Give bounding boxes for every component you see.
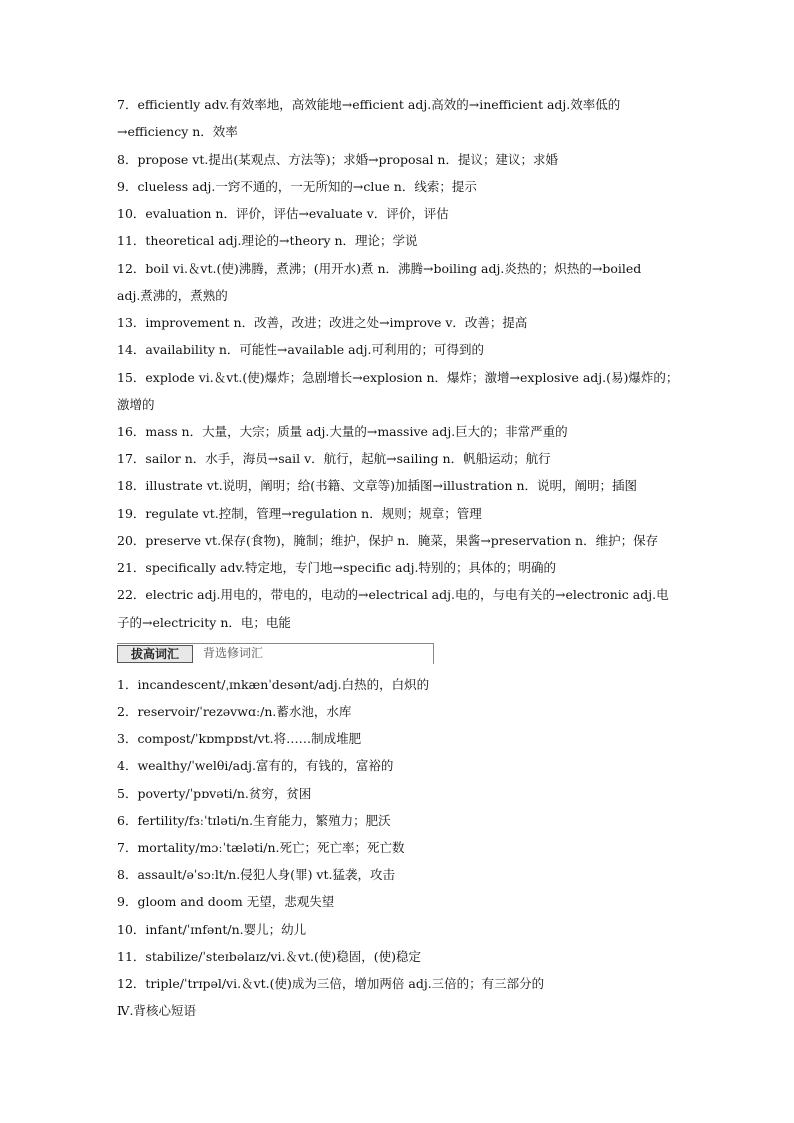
vocab-line: 激增的 [117,397,155,412]
vocab-line: 21．specifically adv.特定地，专门地→specific adj.特别的；具体的；明确的 [117,560,556,575]
vocab-line: 19．regulate vt.控制，管理→regulation n．规则；规章；管理 [117,506,482,521]
vocab-line: 7．efficiently adv.有效率地，高效能地→efficient adj.高效的→inefficient adj.效率低的 [117,97,621,112]
vocab-line: 16．mass n．大量，大宗；质量 adj.大量的→massive adj.巨大的；非常严重的 [117,424,568,439]
section-header [117,643,434,664]
advanced-vocab-line: 8．assault/əˈsɔːlt/n.侵犯人身(罪) vt.猛袭，攻击 [117,867,395,882]
vocab-line: 22．electric adj.用电的，带电的，电动的→electrical adj.电的，与电有关的→electronic adj.电 [117,587,669,602]
section-tag: 拔高词汇 [117,645,193,663]
advanced-vocab-line: 3．compost/ˈkɒmpɒst/vt.将……制成堆肥 [117,731,362,746]
vocab-line: 子的→electricity n．电；电能 [117,615,291,630]
advanced-vocab-line: 1．incandescent/ˌɪnkænˈdesənt/adj.白热的，白炽的 [117,677,430,692]
vocab-line: 18．illustrate vt.说明，阐明；给(书籍、文章等)加插图→illustration n．说明，阐明；插图 [117,478,638,493]
advanced-vocab-line: 4．wealthy/ˈwelθi/adj.富有的，有钱的，富裕的 [117,758,394,773]
section-subtitle: 背选修词汇 [203,646,264,660]
advanced-vocab-line: 6．fertility/fɜːˈtɪləti/n.生育能力，繁殖力；肥沃 [117,813,391,828]
vocab-line: 13．improvement n．改善，改进；改进之处→improve v．改善；提高 [117,315,528,330]
vocab-line: 12．boil vi.＆vt.(使)沸腾，煮沸；(用开水)煮 n．沸腾→boiling adj.炎热的；炽热的→boiled [117,261,642,276]
section-heading: Ⅳ.背核心短语 [117,1003,196,1018]
vocab-line: →efficiency n．效率 [117,124,238,139]
vocab-line: 9．clueless adj.一窍不通的，一无所知的→clue n．线索；提示 [117,179,477,194]
vocab-line: adj.煮沸的，煮熟的 [117,288,228,303]
vocab-line: 10．evaluation n．评价，评估→evaluate v．评价，评估 [117,206,449,221]
vocab-line: 8．propose vt.提出(某观点、方法等)；求婚→proposal n．提议；建议；求婚 [117,152,558,167]
vocab-line: 20．preserve vt.保存(食物)，腌制；维护，保护 n．腌菜，果酱→preservation n．维护；保存 [117,533,659,548]
advanced-vocab-line: 9．gloom and doom 无望，悲观失望 [117,894,335,909]
vocab-line: 11．theoretical adj.理论的→theory n．理论；学说 [117,233,418,248]
advanced-vocab-line: 12．triple/ˈtrɪpəl/vi.＆vt.(使)成为三倍，增加两倍 adj.三倍的；有三部分的 [117,976,545,991]
vocab-line: 17．sailor n．水手，海员→sail v．航行，起航→sailing n．帆船运动；航行 [117,451,551,466]
advanced-vocab-line: 5．poverty/ˈpɒvəti/n.贫穷，贫困 [117,786,312,801]
vocab-line: 15．explode vi.＆vt.(使)爆炸；急剧增长→explosion n．爆炸；激增→explosive adj.(易)爆炸的； [117,370,679,385]
advanced-vocab-line: 7．mortality/mɔːˈtæləti/n.死亡；死亡率；死亡数 [117,840,405,855]
advanced-vocab-line: 10．infant/ˈɪnfənt/n.婴儿；幼儿 [117,922,307,937]
vocab-line: 14．availability n．可能性→available adj.可利用的；可得到的 [117,342,484,357]
advanced-vocab-line: 2．reservoir/ˈrezəvwɑː/n.蓄水池，水库 [117,704,352,719]
advanced-vocab-line: 11．stabilize/ˈsteɪbəlaɪz/vi.＆vt.(使)稳固，(使)稳定 [117,949,421,964]
